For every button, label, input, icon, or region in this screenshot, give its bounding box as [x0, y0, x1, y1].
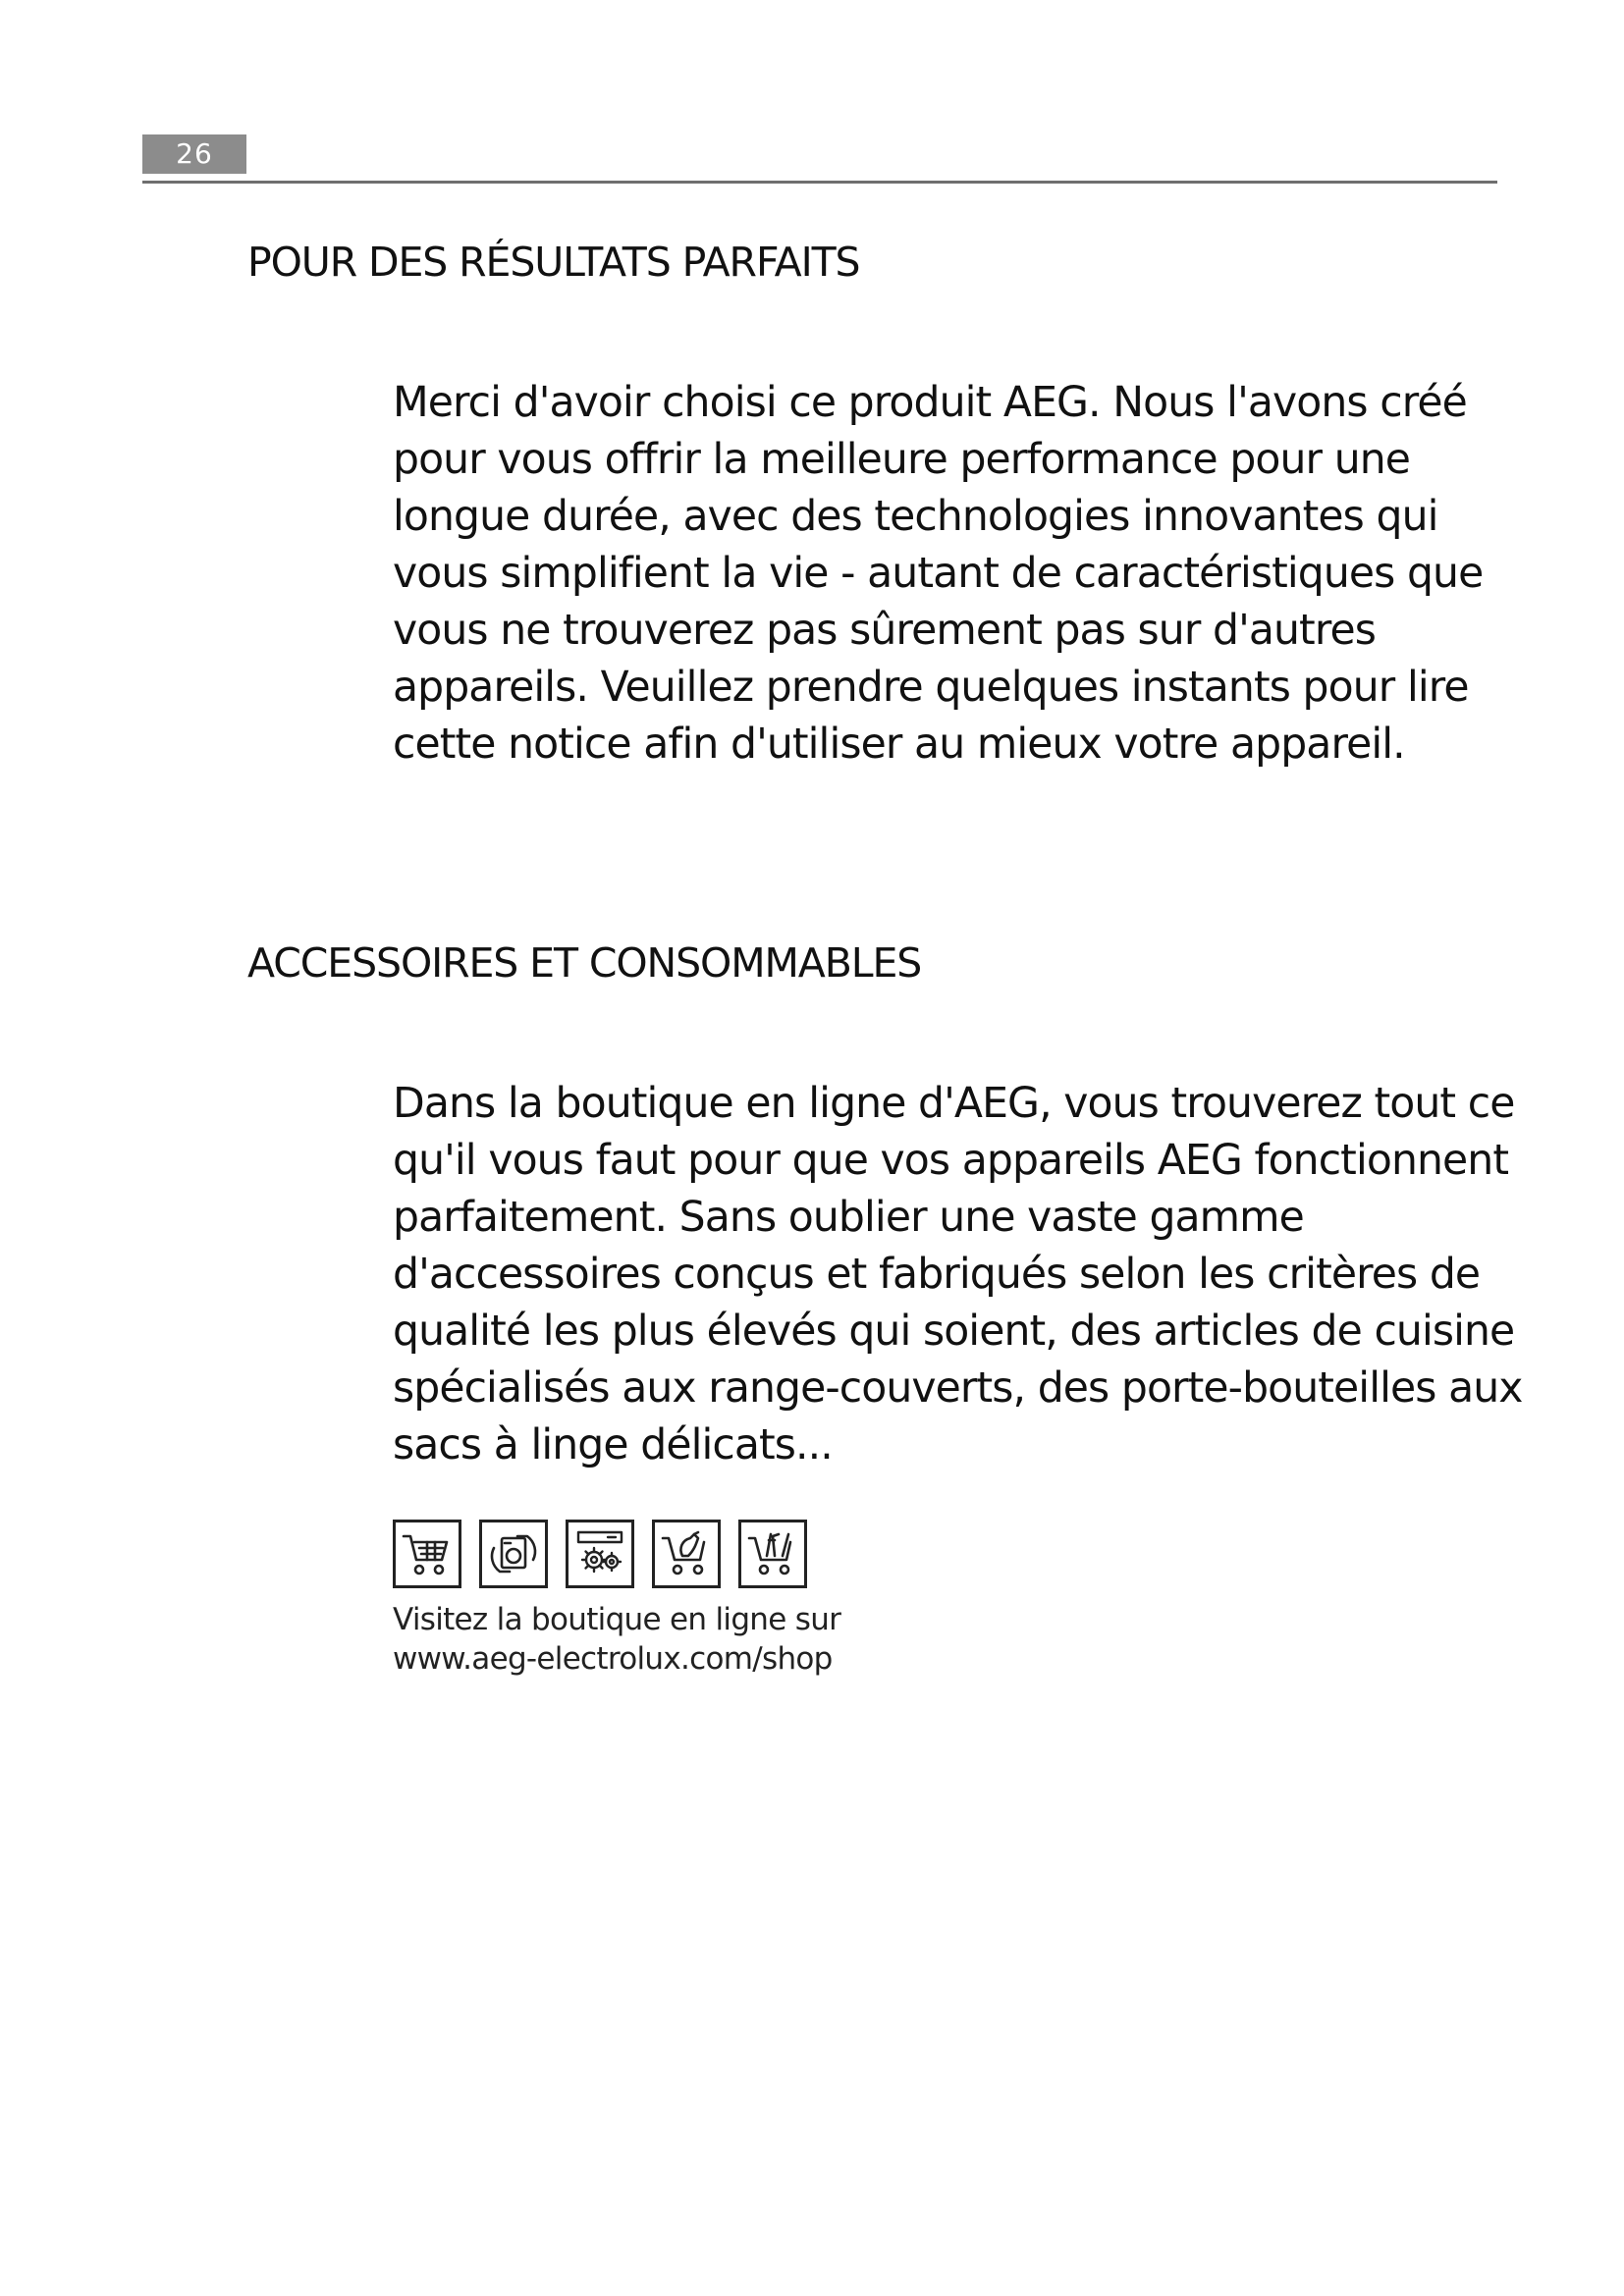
- section-heading-accessories: ACCESSOIRES ET CONSOMMABLES: [247, 939, 922, 987]
- shop-icon-row: [393, 1520, 807, 1594]
- header-divider: [142, 181, 1497, 184]
- paragraph-line: pour vous offrir la meilleure performance pour une: [393, 436, 1411, 484]
- shopping-cart-icon: [393, 1520, 461, 1588]
- cleaning-products-icon: [652, 1520, 721, 1588]
- section-heading-results: POUR DES RÉSULTATS PARFAITS: [247, 239, 860, 286]
- appliance-care-icon: [479, 1520, 548, 1588]
- paragraph-line: longue durée, avec des technologies innovantes qui: [393, 493, 1438, 541]
- page-number: 26: [142, 134, 246, 174]
- paragraph-line: appareils. Veuillez prendre quelques instants pour lire: [393, 664, 1469, 712]
- paragraph-line: qualité les plus élevés qui soient, des articles de cuisine: [393, 1308, 1515, 1356]
- paragraph-line: Merci d'avoir choisi ce produit AEG. Nous l'avons créé: [393, 379, 1467, 427]
- paragraph-line: cette notice afin d'utiliser au mieux votre appareil.: [393, 721, 1405, 769]
- paragraph-line: spécialisés aux range-couverts, des porte-bouteilles aux: [393, 1364, 1523, 1413]
- accessories-paragraph: [393, 1076, 1523, 1474]
- shop-url[interactable]: www.aeg-electrolux.com/shop: [393, 1641, 833, 1677]
- paragraph-line: qu'il vous faut pour que vos appareils AEG fonctionnent: [393, 1137, 1509, 1185]
- paragraph-line: Dans la boutique en ligne d'AEG, vous trouverez tout ce: [393, 1080, 1515, 1128]
- paragraph-line: d'accessoires conçus et fabriqués selon les critères de: [393, 1251, 1481, 1299]
- paragraph-line: vous ne trouverez pas sûrement pas sur d'autres: [393, 607, 1376, 655]
- shop-caption: [393, 1600, 840, 1679]
- paragraph-line: parfaitement. Sans oublier une vaste gamme: [393, 1194, 1304, 1242]
- shop-caption-text: Visitez la boutique en ligne sur: [393, 1602, 841, 1637]
- intro-paragraph: [393, 375, 1512, 774]
- paragraph-line: vous simplifient la vie - autant de caractéristiques que: [393, 550, 1484, 598]
- spare-parts-icon: [566, 1520, 634, 1588]
- kitchen-utensils-icon: [738, 1520, 807, 1588]
- paragraph-line: sacs à linge délicats...: [393, 1421, 833, 1469]
